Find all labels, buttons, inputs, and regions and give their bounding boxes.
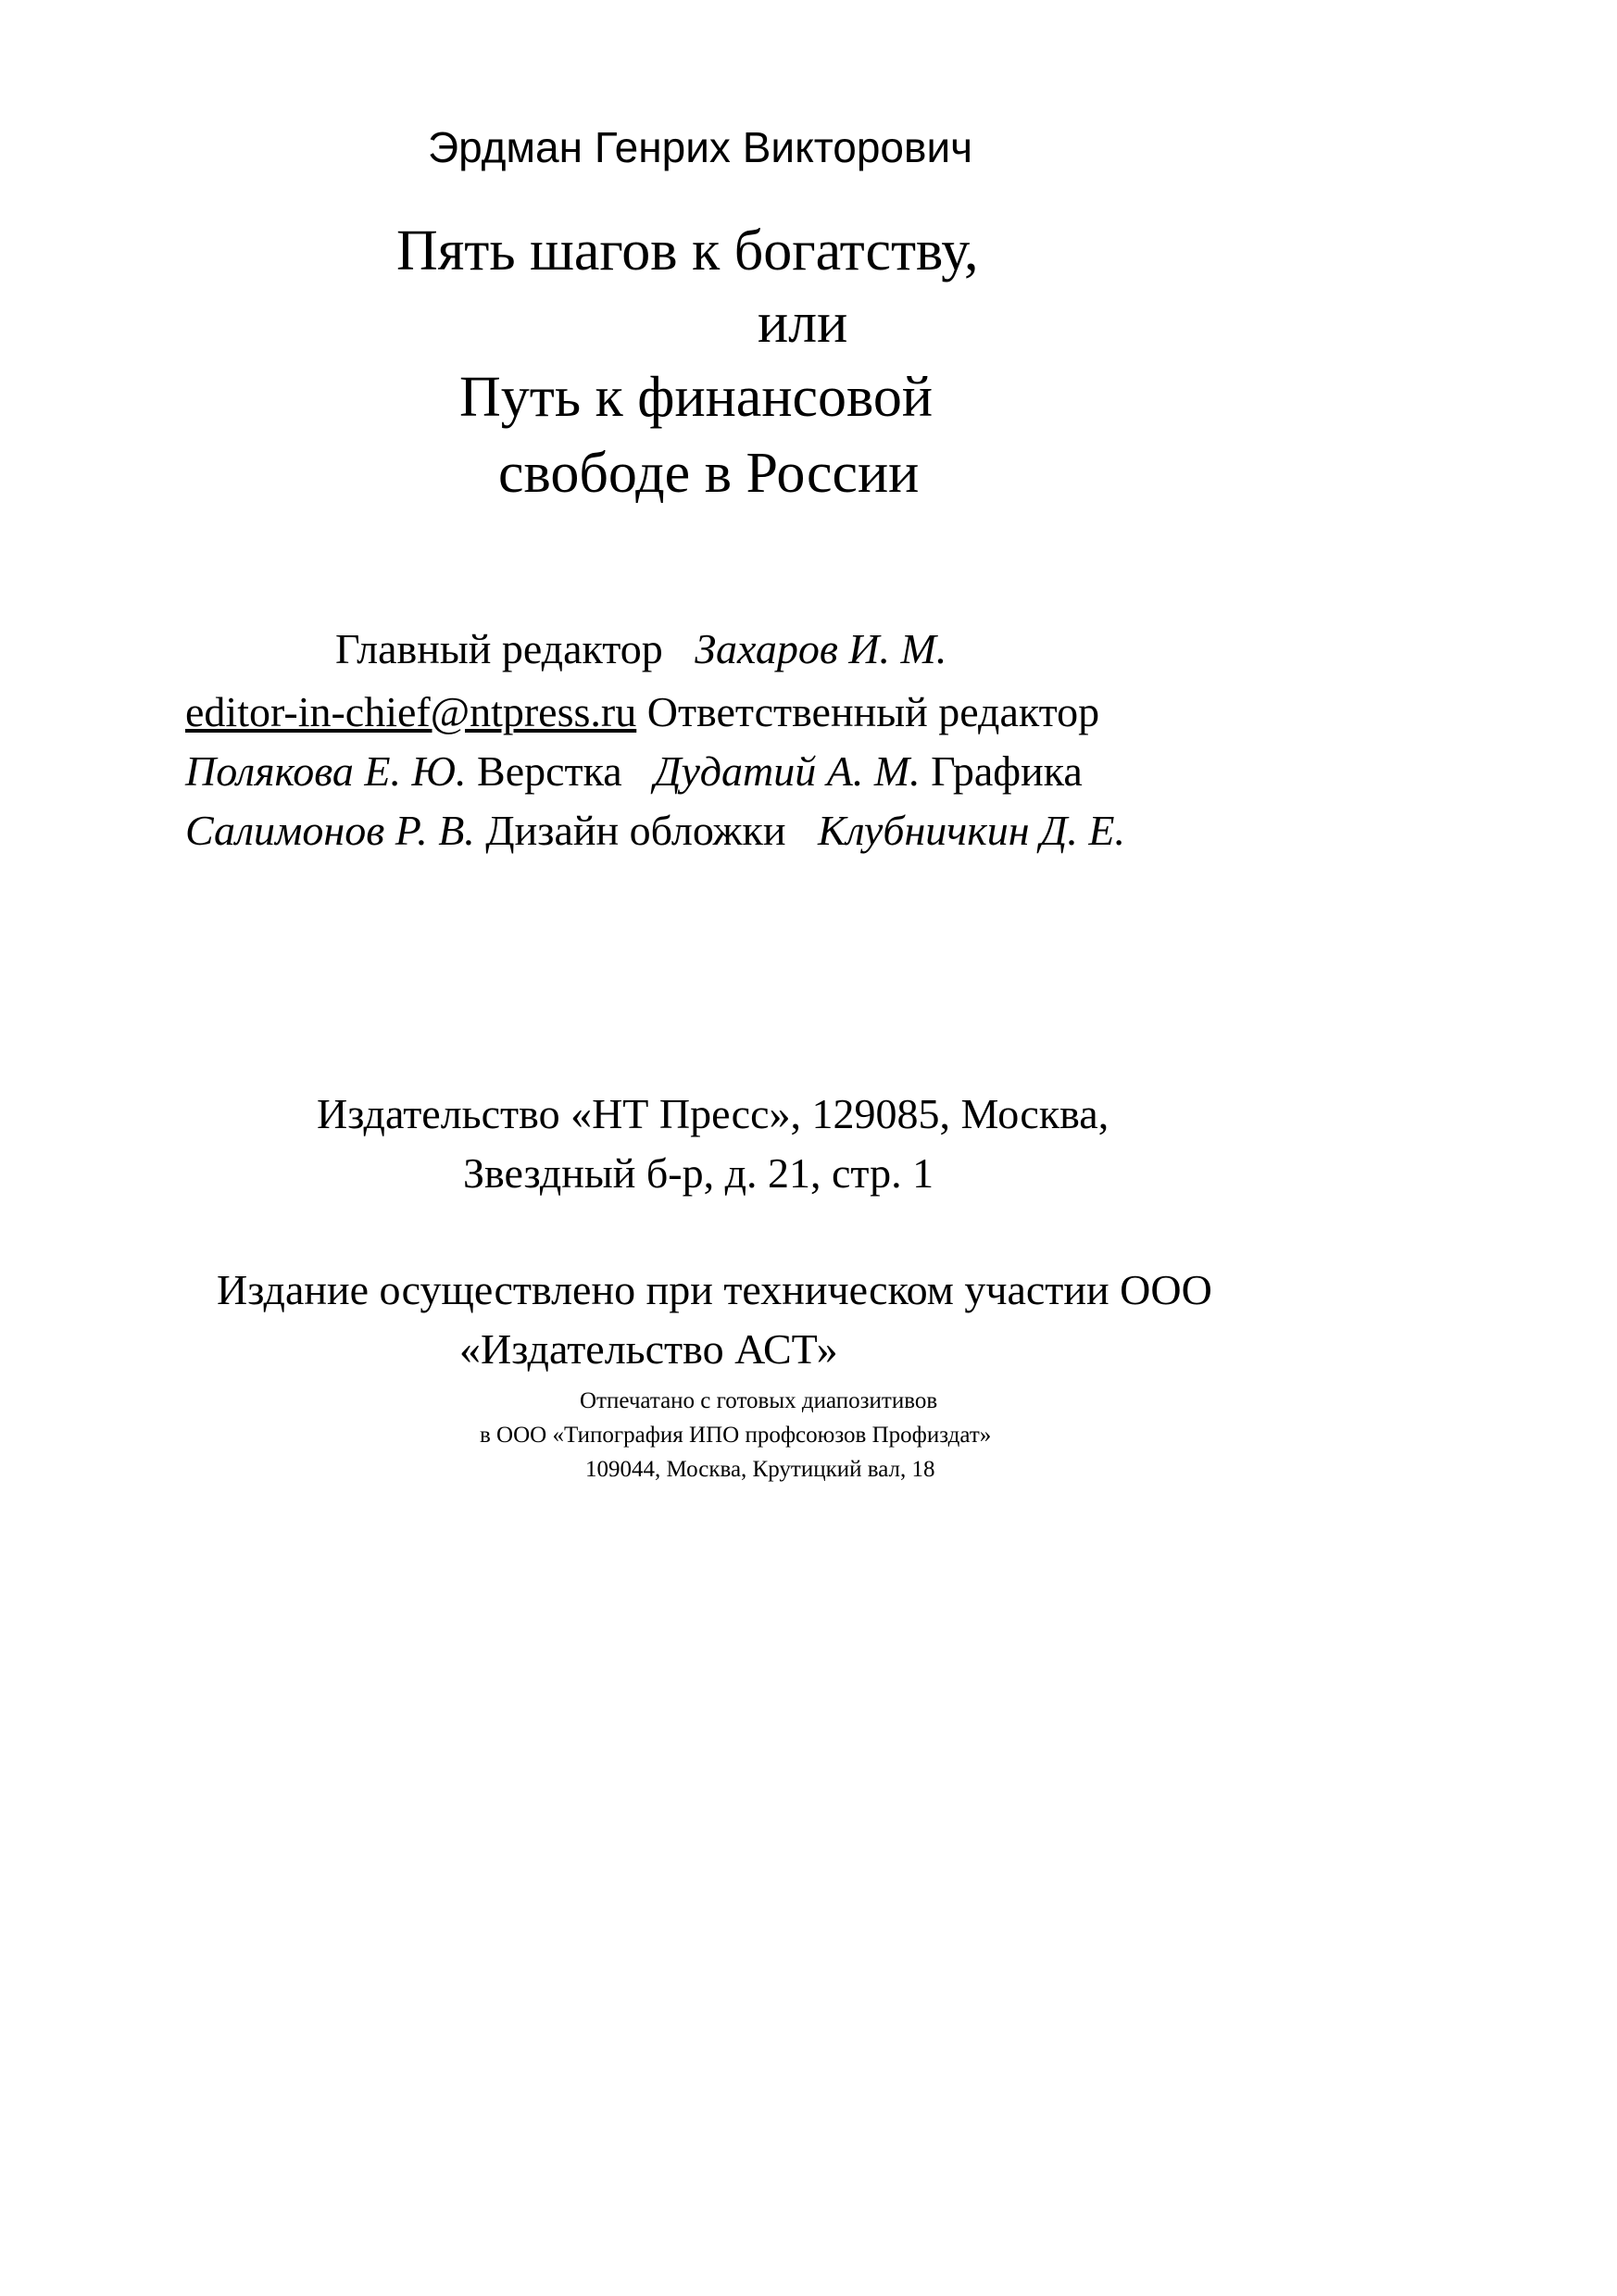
technical-line: «Издательство АСТ» [459,1325,838,1373]
printing-line: Отпечатано с готовых диапозитивов [580,1388,938,1413]
title-line: свободе в России [498,442,920,505]
credits-line [185,747,1083,795]
responsible-editor-name: Полякова Е. Ю. [185,747,467,795]
layout-role: Верстка [477,747,622,795]
cover-name: Клубничкин Д. Е. [817,807,1125,854]
title-line: Путь к финансовой [459,366,934,429]
graphics-role: Графика [931,747,1083,795]
title-line: или [758,292,848,355]
chief-editor-role: Главный редактор [335,625,663,672]
credits-line [185,688,1100,735]
printing-line: в ООО «Типография ИПО профсоюзов Профиздат» [480,1423,992,1448]
publisher-line: Издательство «НТ Пресс», 129085, Москва, [317,1090,1109,1137]
responsible-editor-role: Ответственный редактор [646,688,1100,735]
printing-line: 109044, Москва, Крутицкий вал, 18 [585,1457,935,1482]
technical-line: Издание осуществлено при техническом участии ООО [217,1266,1212,1313]
layout-name: Дудатий А. М. [654,747,921,795]
credits-line [185,809,1125,852]
title-line: Пять шагов к богатству, [396,220,979,282]
chief-editor-name: Захаров И. М. [695,625,947,672]
editor-email-link[interactable]: editor-in-chief@ntpress.ru [185,688,637,735]
cover-role: Дизайн обложки [485,807,786,854]
credits-line [335,625,947,672]
publisher-line: Звездный б-р, д. 21, стр. 1 [463,1149,934,1197]
graphics-name: Салимонов Р. В. [185,807,475,854]
author-name: Эрдман Генрих Викторович [428,123,973,171]
